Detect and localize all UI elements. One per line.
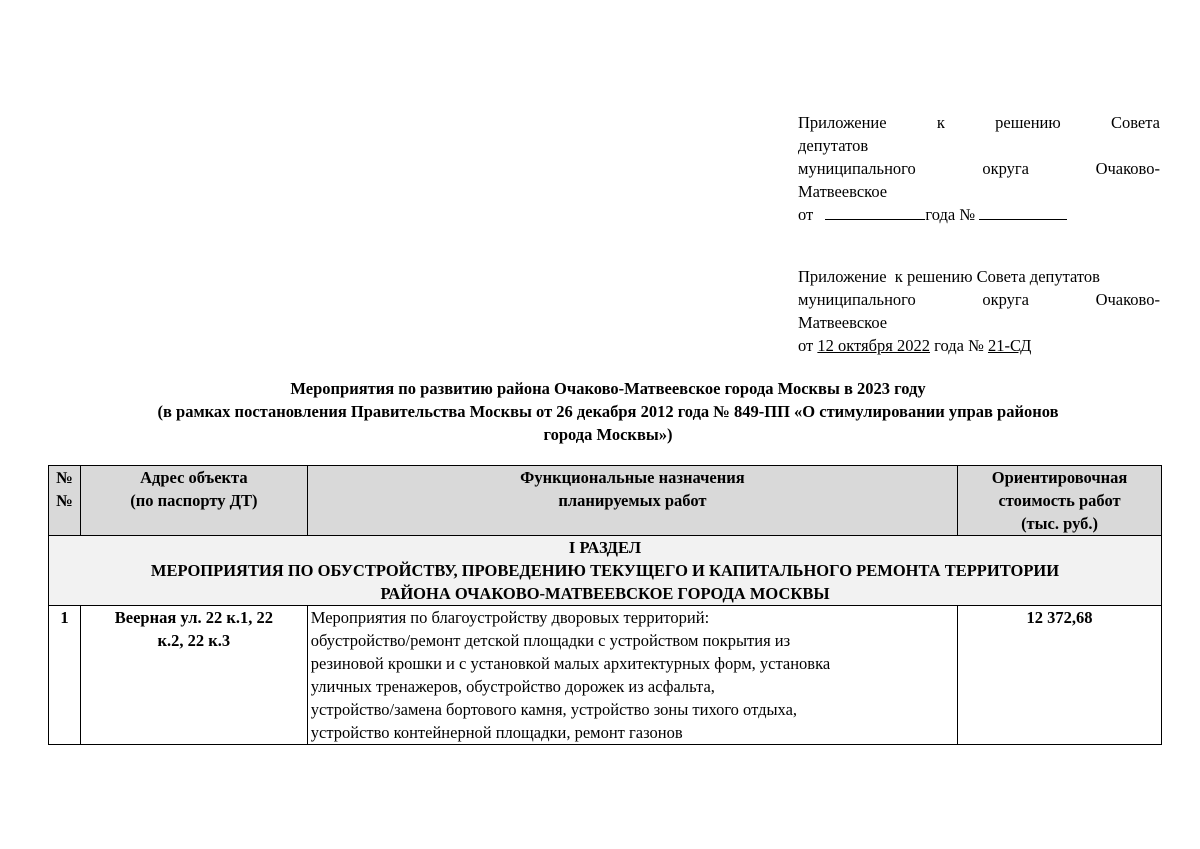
row-description-line: резиновой крошки и с установкой малых архитектурных форм, установка: [310, 654, 831, 673]
works-table: [48, 465, 1162, 745]
header-cost: [958, 466, 1162, 536]
appendix-final-line3: Матвеевское: [798, 313, 888, 332]
section-row: [49, 536, 1162, 606]
appendix-word: Очаково-: [1095, 290, 1160, 309]
appendix-draft-line2: депутатов: [798, 136, 869, 155]
section-heading-line1: I РАЗДЕЛ: [568, 538, 642, 557]
title-line3: города Москвы»): [543, 425, 673, 444]
section-heading-line2: МЕРОПРИЯТИЯ ПО ОБУСТРОЙСТВУ, ПРОВЕДЕНИЮ ТЕКУЩЕГО И КАПИТАЛЬНОГО РЕМОНТА ТЕРРИТОРИИ: [150, 561, 1060, 580]
date-prefix: от: [798, 336, 814, 355]
table-row: [49, 606, 1162, 745]
header-num: [49, 466, 81, 536]
appendix-word: муниципального: [798, 159, 916, 178]
year-number-label: года №: [934, 336, 984, 355]
header-purpose-line1: Функциональные назначения: [520, 468, 745, 487]
number-blank: [979, 205, 1067, 220]
appendix-draft-line5: [798, 203, 1160, 226]
header-num-line1: №: [56, 468, 73, 487]
appendix-word: Совета: [1110, 113, 1160, 132]
header-purpose: [307, 466, 957, 536]
appendix-word: решению: [995, 113, 1061, 132]
section-heading-line3: РАЙОНА ОЧАКОВО-МАТВЕЕВСКОЕ ГОРОДА МОСКВЫ: [380, 584, 830, 603]
table-header-row: [49, 466, 1162, 536]
header-cost-line1: Ориентировочная: [991, 468, 1128, 487]
header-cost-line2: стоимость работ: [998, 491, 1121, 510]
row-address-line2: к.2, 22 к.3: [157, 631, 231, 650]
appendix-draft-line3: [798, 157, 1160, 180]
decision-date: 12 октября 2022: [817, 336, 930, 355]
header-address: [80, 466, 307, 536]
appendix-word: Приложение: [798, 113, 887, 132]
row-description-line: уличных тренажеров, обустройство дорожек из асфальта,: [310, 677, 715, 696]
row-description-line: устройство/замена бортового камня, устройство зоны тихого отдыха,: [310, 700, 798, 719]
date-prefix: от: [798, 205, 814, 224]
appendix-draft-line1: [798, 111, 1160, 134]
title-line2: (в рамках постановления Правительства Москвы от 26 декабря 2012 года № 849-ПП «О стимулировании управ районов: [157, 402, 1059, 421]
section-heading: [49, 536, 1162, 606]
header-address-line1: Адрес объекта: [140, 468, 248, 487]
appendix-word: округа: [982, 290, 1029, 309]
appendix-word: к: [936, 113, 945, 132]
header-address-line2: (по паспорту ДТ): [130, 491, 258, 510]
appendix-draft-line4: Матвеевское: [798, 182, 888, 201]
appendix-final-line1: Приложение к решению Совета депутатов: [798, 267, 1100, 286]
appendix-word: муниципального: [798, 290, 916, 309]
row-description-line: устройство контейнерной площадки, ремонт газонов: [310, 723, 683, 742]
appendix-draft: [798, 111, 1160, 226]
header-purpose-line2: планируемых работ: [558, 491, 707, 510]
row-description: [307, 606, 957, 745]
row-description-line: обустройство/ремонт детской площадки с устройством покрытия из: [310, 631, 791, 650]
title-line1: Мероприятия по развитию района Очаково-Матвеевское города Москвы в 2023 году: [290, 379, 926, 398]
year-number-label: года №: [925, 205, 976, 224]
row-description-line: Мероприятия по благоустройству дворовых территорий:: [310, 608, 710, 627]
row-address: [80, 606, 307, 745]
appendix-final: [798, 265, 1160, 357]
header-cost-line3: (тыс. руб.): [1021, 514, 1098, 533]
header-num-line2: №: [56, 491, 73, 510]
decision-number: 21-СД: [987, 336, 1032, 355]
appendix-final-line4: [798, 334, 1160, 357]
row-cost: 12 372,68: [958, 606, 1162, 745]
appendix-word: Очаково-: [1095, 159, 1160, 178]
row-number: 1: [49, 606, 81, 745]
appendix-word: округа: [982, 159, 1029, 178]
row-address-line1: Веерная ул. 22 к.1, 22: [114, 608, 273, 627]
appendix-final-line2: [798, 288, 1160, 311]
document-title: [48, 377, 1168, 446]
date-blank: [825, 205, 925, 220]
